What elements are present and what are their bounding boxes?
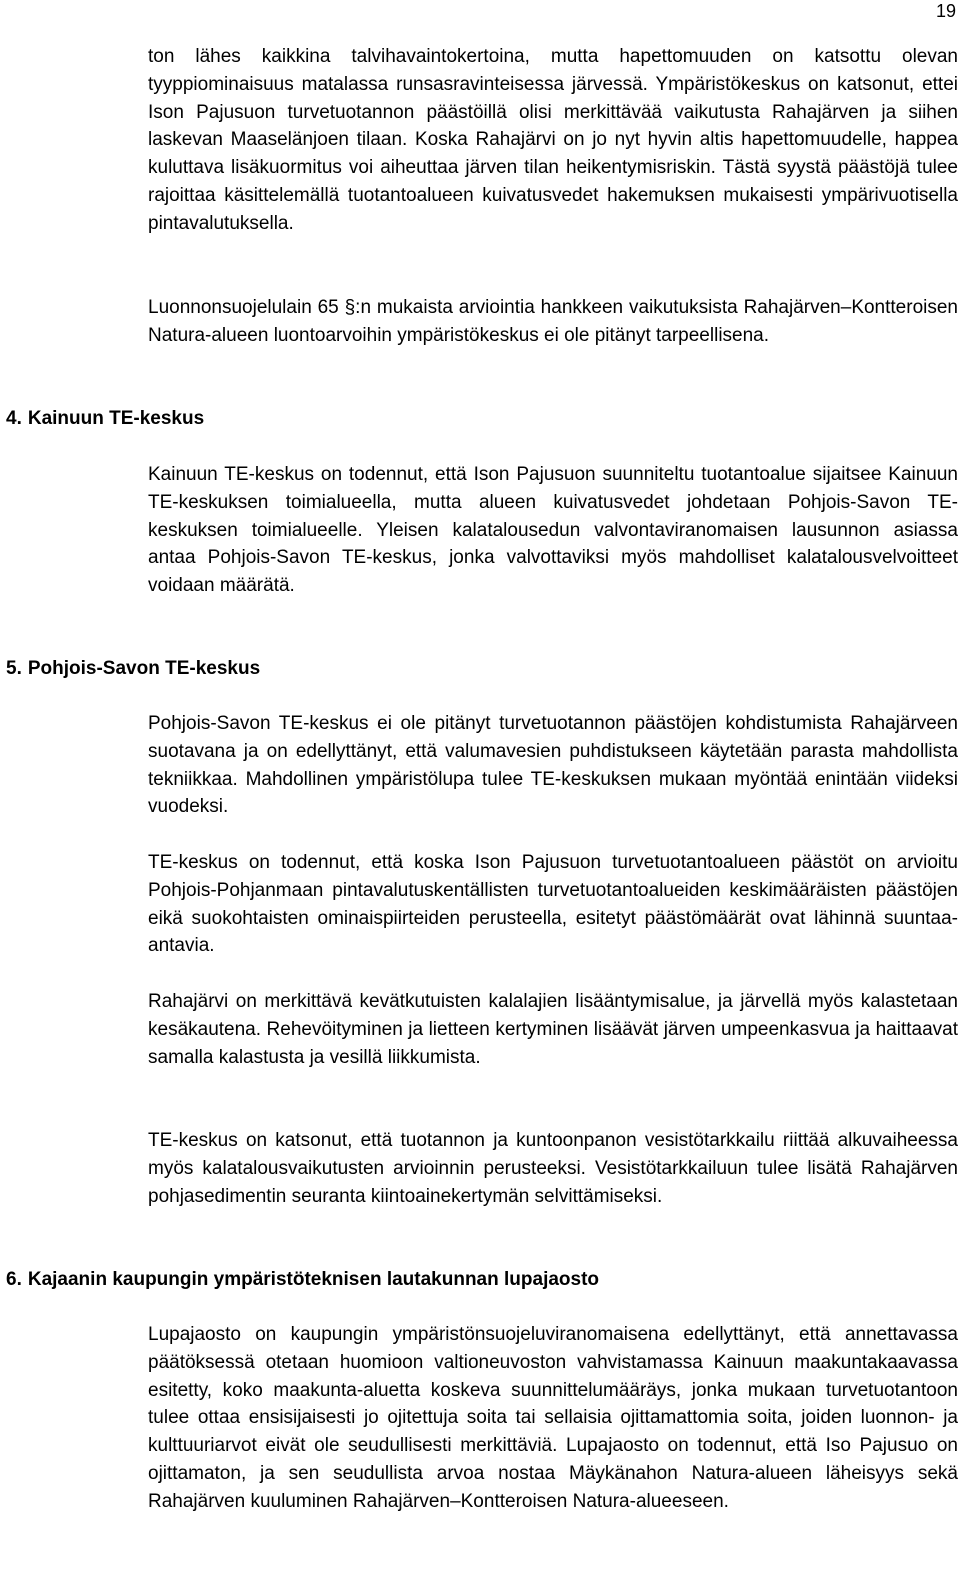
- section-number: 6.: [6, 1269, 22, 1290]
- section-heading-kainuu-te-centre: [6, 405, 204, 433]
- section-number: 4.: [6, 408, 22, 429]
- paragraph-pohjois-savo-position: Pohjois-Savon TE-keskus ei ole pitänyt turvetuotannon päästöjen kohdistumista Rahajärveen suotavana ja on edellyttänyt, että valumavesien puhdistukseen käytetään parasta mahdollista tekniikkaa. Mahdollinen ympäristölupa tulee TE-keskuksen mukaan myöntää enintään viideksi vuodeksi.: [148, 713, 958, 818]
- paragraph-kajaani-permit-division: Lupajaosto on kaupungin ympäristönsuojeluviranomaisena edellyttänyt, että annettavassa päätöksessä otetaan huomioon valtioneuvoston vahvistamassa Kainuun maakuntakaavassa esitetty, koko maakunta-aluetta koskeva suunnittelumääräys, jonka mukaan turvetuotantoon tulee ottaa ensisijaisesti jo ojitettuja soita tai sellaisia ojittamattomia soita, joiden luonnon- ja kulttuuriarvot eivät ole seudullisesti merkittäviä. Lupajaosto on todennut, että Iso Pajusuo on ojittamaton, ja sen seudullista arvoa nostaa Mäykänahon Natura-alueen läheisyys sekä Rahajärven kuuluminen Rahajärven–Kontteroisen Natura-alueeseen.: [148, 1324, 958, 1512]
- paragraph-environment-centre-conclusion: ton lähes kaikkina talvihavaintokertoina, mutta hapettomuuden on katsottu olevan tyyppiominaisuus matalassa runsasravinteisessa järvessä. Ympäristökeskus on katsonut, ettei Ison Pajusuon turvetuotannon päästöillä olisi merkittävää vaikutusta Rahajärven ja siihen laskevan Maaselänjoen tilaan. Koska Rahajärvi on jo nyt hyvin altis hapettomuudelle, happea kuluttava lisäkuormitus voi aiheuttaa järven tilan heikentymisriskin. Tästä syystä päästöjä tulee rajoittaa käsittelemällä tuotantoalueen kuivatusvedet hakemuksen mukaisesti ympärivuotisella pintavalutuksella.: [148, 46, 958, 234]
- section-number: 5.: [6, 658, 22, 679]
- page-number: 19: [935, 1, 956, 21]
- paragraph-kainuu-te-centre: Kainuun TE-keskus on todennut, että Ison Pajusuon suunniteltu tuotantoalue sijaitsee Kainuun TE-keskuksen toimialueella, mutta alueen kuivatusvedet johdetaan Pohjois-Savon TE-keskuksen toimialueelle. Yleisen kalatalousedun valvontaviranomaisen lausunnon asiassa antaa Pohjois-Savon TE-keskus, jonka valvottaviksi myös mahdolliset kalatalousvelvoitteet voidaan määrätä.: [148, 464, 958, 597]
- section-heading-pohjois-savo-te-centre: [6, 655, 260, 683]
- paragraph-natura-assessment: Luonnonsuojelulain 65 §:n mukaista arviointia hankkeen vaikutuksista Rahajärven–Kontteroisen Natura-alueen luontoarvoihin ympäristökeskus ei ole pitänyt tarpeellisena.: [148, 297, 958, 346]
- paragraph-monitoring: TE-keskus on katsonut, että tuotannon ja kuntoonpanon vesistötarkkailu riittää alkuvaiheessa myös kalatalousvaikutusten arvioinnin perusteeksi. Vesistötarkkailuun tulee lisätä Rahajärven pohjasedimentin seuranta kiintoainekertymän selvittämiseksi.: [148, 1130, 958, 1207]
- paragraph-emission-estimates: TE-keskus on todennut, että koska Ison Pajusuon turvetuotantoalueen päästöt on arvioitu Pohjois-Pohjanmaan pintavalutuskentällisten turvetuotantoalueiden keskimääräisten päästöjen eikä suokohtaisten ominaispiirteiden perusteella, esitetyt päästömäärät ovat lähinnä suuntaa-antavia.: [148, 852, 958, 957]
- section-heading-kajaani-permit-division: [6, 1266, 599, 1294]
- section-title: Kajaanin kaupungin ympäristöteknisen lautakunnan lupajaosto: [27, 1269, 600, 1290]
- section-title: Pohjois-Savon TE-keskus: [27, 658, 261, 679]
- section-title: Kainuun TE-keskus: [27, 408, 205, 429]
- paragraph-fish-spawning: Rahajärvi on merkittävä kevätkutuisten kalalajien lisääntymisalue, ja järvellä myös kalastetaan kesäkautena. Rehevöityminen ja lietteen kertyminen lisäävät järven umpeenkasvua ja haittaavat samalla kalastusta ja vesillä liikkumista.: [148, 991, 958, 1068]
